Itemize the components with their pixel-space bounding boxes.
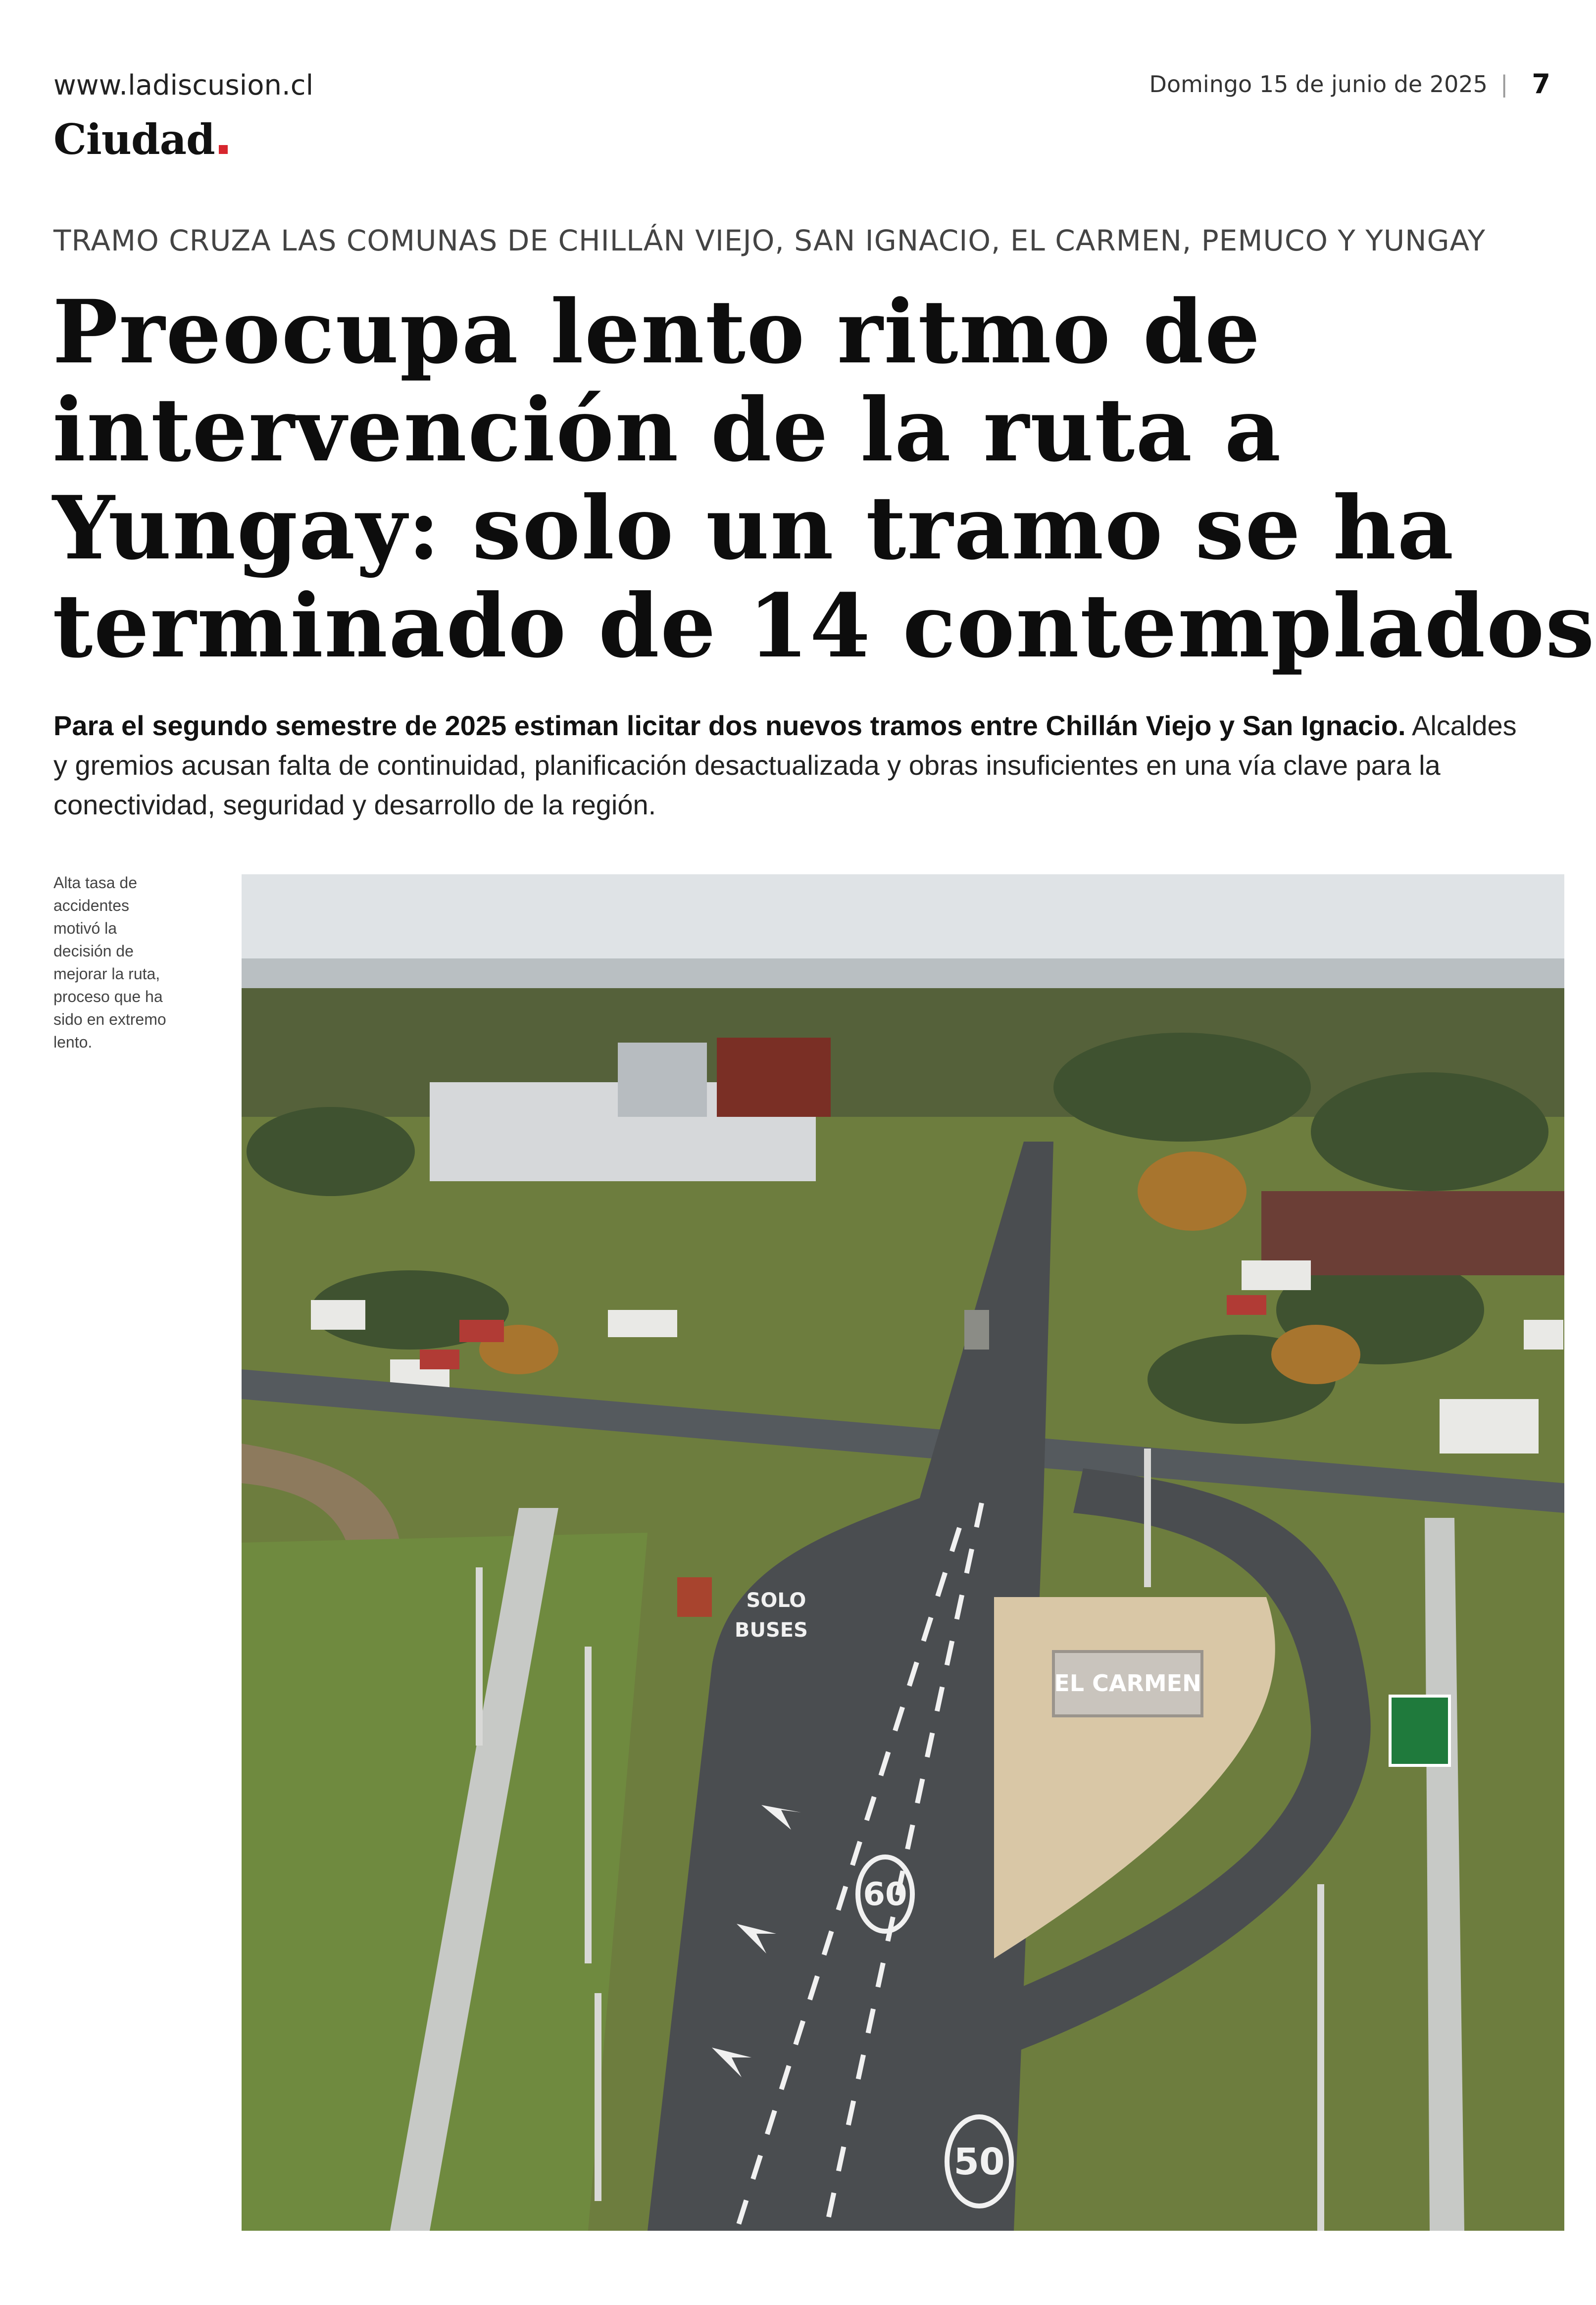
red-silo-building (717, 1038, 831, 1117)
section-title (53, 115, 228, 164)
photo-caption: Alta tasa de accidentes motivó la decisión de mejorar la ruta, proceso que ha sido en extremo lento. (53, 874, 166, 1051)
issue-date: Domingo 15 de junio de 2025 (1149, 70, 1488, 98)
article-lead (53, 706, 1519, 825)
grain-silos (618, 1043, 707, 1117)
lead-text: Alcaldes y gremios acusan falta de continuidad, planificación desactualizada y obras insuficientes en una vía clave para la conectividad, seguridad y desarrollo de la región. (53, 710, 1517, 820)
dateline-separator: | (1500, 70, 1508, 98)
aerial-road-photo (242, 874, 1564, 2231)
bus-stop-shelter (677, 1577, 712, 1617)
headline-line: terminado de 14 contemplados (52, 575, 1596, 677)
road-sign (1390, 1696, 1449, 1765)
truck (964, 1310, 989, 1350)
aerial-road-illustration (242, 874, 1564, 2231)
section-label: Ciudad (53, 115, 215, 164)
site-url[interactable]: www.ladiscusion.cl (53, 69, 314, 101)
headline-line: Yungay: solo un tramo se ha (52, 477, 1455, 579)
road-text-buses: BUSES (735, 1619, 808, 1642)
section-dot-icon (219, 145, 228, 154)
page-number: 7 (1532, 68, 1550, 100)
article-headline (52, 281, 1596, 677)
article-kicker: TRAMO CRUZA LAS COMUNAS DE CHILLÁN VIEJO, SAN IGNACIO, EL CARMEN, PEMUCO Y YUNGAY (53, 224, 1486, 257)
svg-text:60: 60 (863, 1876, 907, 1913)
road-text-solo: SOLO (746, 1589, 806, 1612)
distant-hills (242, 958, 1564, 993)
town-sign-text: EL CARMEN (1054, 1670, 1201, 1697)
svg-text:50: 50 (953, 2141, 1005, 2183)
dateline (1149, 68, 1550, 100)
headline-line: intervención de la ruta a (52, 379, 1282, 481)
headline-line: Preocupa lento ritmo de (52, 281, 1261, 383)
lead-bold: Para el segundo semestre de 2025 estiman licitar dos nuevos tramos entre Chillán Viejo y San Ignacio. (53, 710, 1406, 741)
